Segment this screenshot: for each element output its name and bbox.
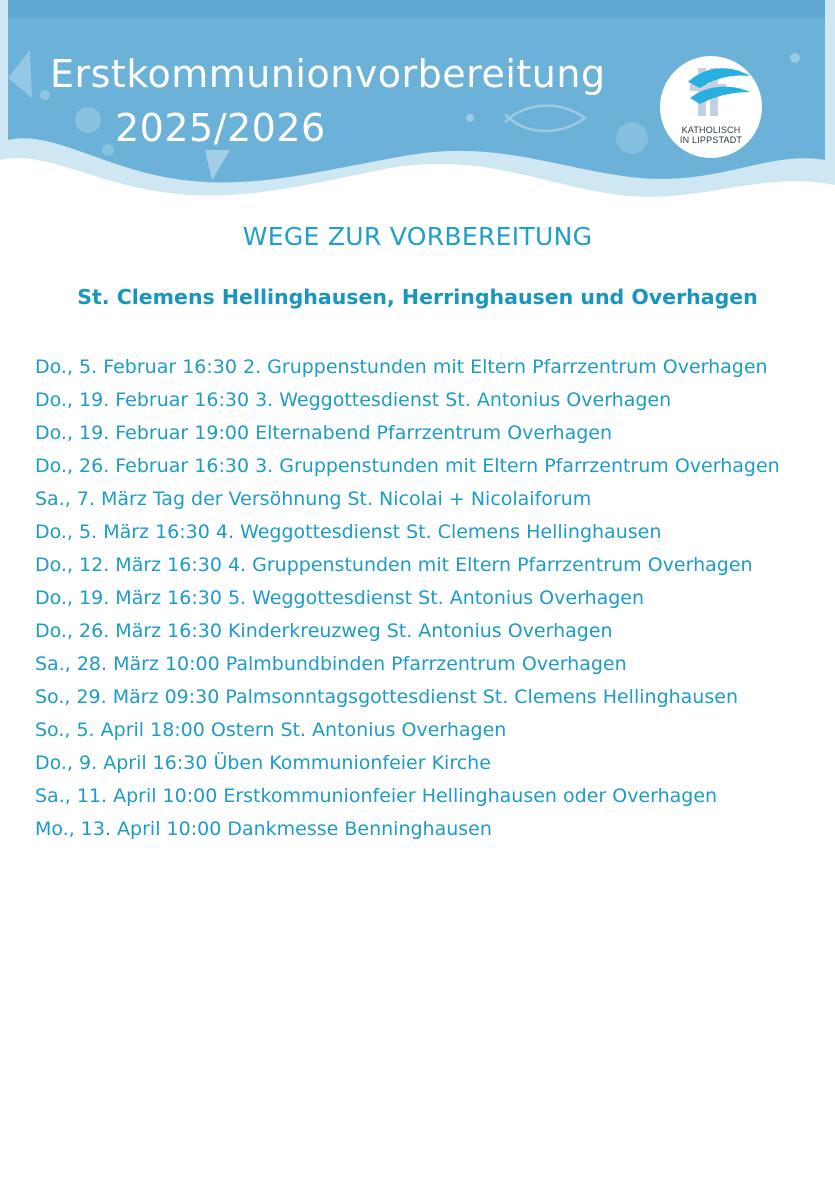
event-item: Do., 12. März 16:30 4. Gruppenstunden mit Eltern Pfarrzentrum Overhagen bbox=[35, 554, 753, 576]
event-item: Do., 26. März 16:30 Kinderkreuzweg St. Antonius Overhagen bbox=[35, 620, 613, 642]
event-item: Mo., 13. April 10:00 Dankmesse Benninghausen bbox=[35, 818, 492, 840]
logo-text-line2: IN LIPPSTADT bbox=[679, 135, 743, 145]
event-item: Do., 5. März 16:30 4. Weggottesdienst St. Clemens Hellinghausen bbox=[35, 521, 662, 543]
circle-bubble bbox=[790, 53, 800, 63]
event-item: So., 29. März 09:30 Palmsonntagsgottesdienst St. Clemens Hellinghausen bbox=[35, 686, 738, 708]
event-item: Sa., 28. März 10:00 Palmbundbinden Pfarrzentrum Overhagen bbox=[35, 653, 627, 675]
event-item: Do., 19. Februar 16:30 3. Weggottesdienst St. Antonius Overhagen bbox=[35, 389, 672, 411]
title-line-2: 2025/2026 bbox=[115, 106, 326, 150]
parish-subheading: St. Clemens Hellinghausen, Herringhausen und Overhagen bbox=[77, 285, 758, 309]
event-item: Do., 19. Februar 19:00 Elternabend Pfarrzentrum Overhagen bbox=[35, 422, 613, 444]
event-item: Do., 26. Februar 16:30 3. Gruppenstunden mit Eltern Pfarrzentrum Overhagen bbox=[35, 455, 780, 477]
circle-bubble bbox=[40, 90, 50, 100]
event-list bbox=[35, 353, 780, 848]
event-item: Do., 19. März 16:30 5. Weggottesdienst St. Antonius Overhagen bbox=[35, 587, 645, 609]
circle-bubble bbox=[75, 107, 101, 133]
header-banner bbox=[0, 0, 835, 215]
title-line-1: Erstkommunionvorbereitung bbox=[50, 52, 606, 96]
event-item: Sa., 11. April 10:00 Erstkommunionfeier Hellinghausen oder Overhagen bbox=[35, 785, 718, 807]
event-item: So., 5. April 18:00 Ostern St. Antonius Overhagen bbox=[35, 719, 507, 741]
event-item: Do., 9. April 16:30 Üben Kommunionfeier Kirche bbox=[35, 752, 491, 774]
event-item: Do., 5. Februar 16:30 2. Gruppenstunden mit Eltern Pfarrzentrum Overhagen bbox=[35, 356, 768, 378]
circle-bubble bbox=[616, 122, 648, 154]
event-item: Sa., 7. März Tag der Versöhnung St. Nicolai + Nicolaiforum bbox=[35, 488, 592, 510]
section-heading: WEGE ZUR VORBEREITUNG bbox=[242, 222, 593, 251]
circle-bubble bbox=[466, 114, 474, 122]
logo-text-line1: KATHOLISCH bbox=[681, 125, 741, 135]
parish-logo bbox=[660, 56, 762, 158]
circle-bubble bbox=[102, 144, 114, 156]
